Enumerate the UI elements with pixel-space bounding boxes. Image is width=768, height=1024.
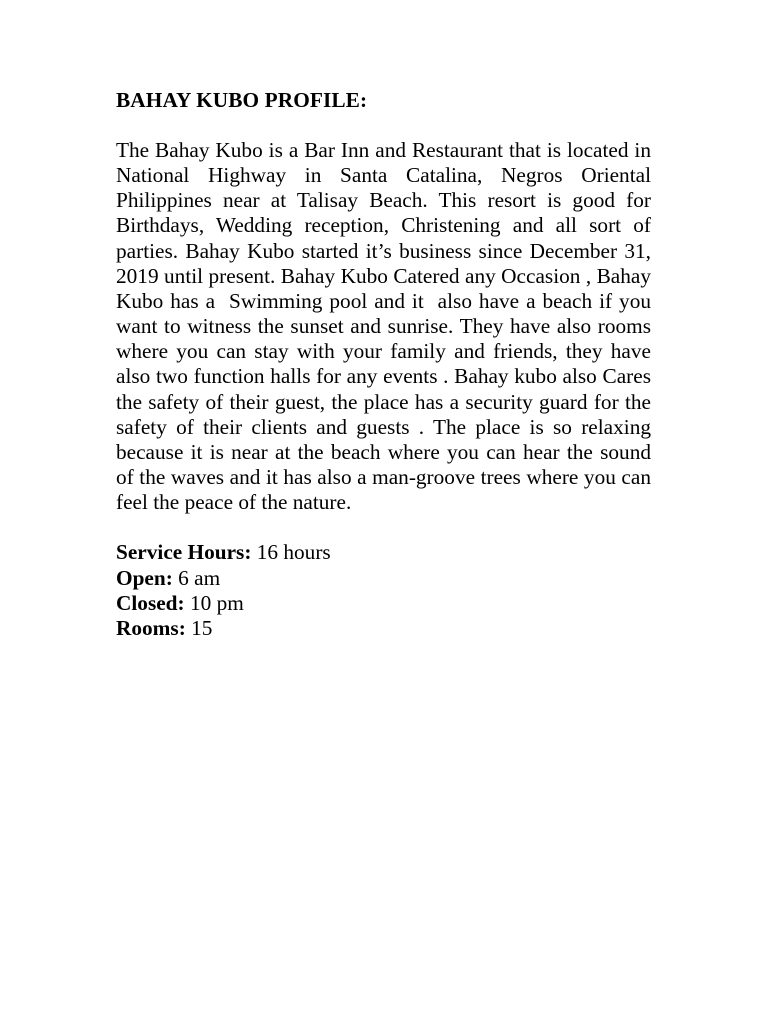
detail-label: Open: [116,565,173,590]
document-title: BAHAY KUBO PROFILE: [116,88,368,112]
detail-value: 16 hours [256,540,331,565]
detail-value: 10 pm [189,590,244,615]
detail-service-hours [116,540,651,565]
profile-paragraph: The Bahay Kubo is a Bar Inn and Restaurant that is located in National Highway in Santa Catalina, Negros Oriental Philippines near at Talisay Beach. This resort is good for Birthdays, Wedding reception, Christening and all sort of parties. Bahay Kubo started it’s business since December 31, 2019 until present. Bahay Kubo Catered any Occasion , Bahay Kubo has a Swimming pool and it also have a beach if you want to witness the sunset and sunrise. They have also rooms where you can stay with your family and friends, they have also two function halls for any events . Bahay kubo also Cares the safety of their guest, the place has a security guard for the safety of their clients and guests . The place is so relaxing because it is near at the beach where you can hear the sound of the waves and it has also a man-groove trees where you can feel the peace of the nature. [116,138,657,515]
detail-value: 6 am [178,565,221,590]
detail-closed [116,591,651,616]
detail-label: Rooms: [116,615,186,640]
details-list [116,540,651,641]
detail-value: 15 [191,615,213,640]
detail-label: Service Hours: [116,540,252,565]
detail-open [116,566,651,591]
document-content [116,88,657,641]
detail-rooms [116,616,651,641]
detail-label: Closed: [116,590,185,615]
